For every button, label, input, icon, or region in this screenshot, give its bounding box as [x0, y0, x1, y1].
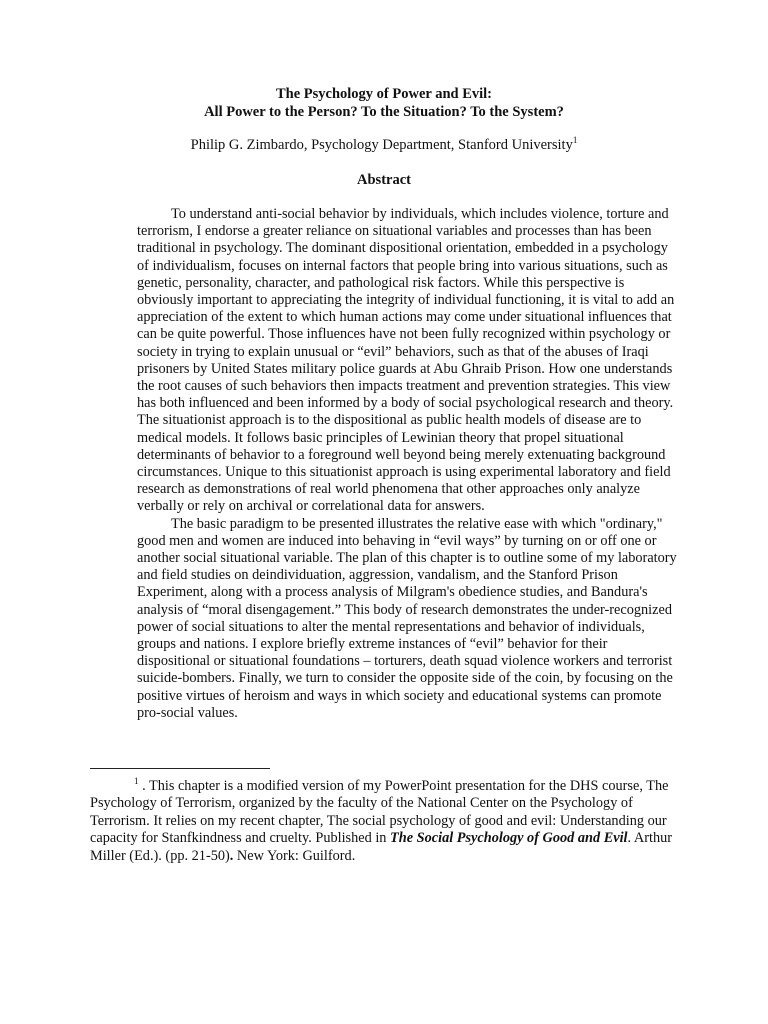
author-text: Philip G. Zimbardo, Psychology Department, Stanford University — [190, 137, 573, 153]
footnote — [90, 778, 690, 865]
author-footnote-ref: 1 — [572, 135, 578, 146]
abstract-body — [137, 206, 677, 722]
footnote-mark: 1 — [134, 776, 139, 787]
footnote-text-after: New York: Guilford. — [233, 847, 356, 864]
paper-title-line-2: All Power to the Person? To the Situation? To the System? — [204, 104, 564, 120]
abstract-paragraph-2: The basic paradigm to be presented illustrates the relative ease with which "ordinary," good men and women are induced into behaving in “evil ways” by turning on or off one or another social situational variable. The plan of this chapter is to outline some of my laboratory and field studies on deindividuation, aggression, vandalism, and the Stanford Prison Experiment, along with a process analysis of Milgram's obedience studies, and Bandura's analysis of “moral disengagement.” This body of research demonstrates the under-recognized power of social situations to alter the mental representations and behavior of individuals, groups and nations. I explore briefly extreme instances of “evil” behavior for their dispositional or situational foundations – torturers, death squad violence workers and terrorist suicide-bombers. Finally, we turn to consider the opposite side of the coin, by focusing on the positive virtues of heroism and ways in which society and educational systems can promote pro-social values. — [137, 515, 677, 721]
abstract-paragraph-1: To understand anti-social behavior by individuals, which includes violence, torture and terrorism, I endorse a greater reliance on situational variables and processes than has been traditional in psychology. The dominant dispositional orientation, embedded in a psychology of individualism, focuses on internal factors that people bring into various situations, such as genetic, personality, character, and pathological risk factors. While this perspective is obviously important to appreciating the integrity of individual functioning, it is vital to add an appreciation of the extent to which human actions may come under situational influences that can be quite powerful. Those influences have not been fully recognized within psychology or society in trying to explain unusual or “evil” behaviors, such as that of the abuses of Iraqi prisoners by United States military police guards at Abu Ghraib Prison. How one understands the root causes of such behaviors then impacts treatment and prevention strategies. This view has both influenced and been informed by a body of social psychological research and theory. The situationist approach is to the dispositional as public health models of disease are to medical models. It follows basic principles of Lewinian theory that propel situational determinants of behavior to a foreground well beyond being merely extenuating background circumstances. Unique to this situationist approach is using experimental laboratory and field research as demonstrations of real world phenomena that other approaches only analyze verbally or rely on archival or correlational data for answers. — [137, 206, 675, 515]
footnote-text-middle: . Arthur Miller (Ed.). (pp. 21-50) — [90, 830, 673, 864]
footnote-divider — [90, 768, 270, 769]
author-line — [0, 136, 768, 154]
abstract-heading: Abstract — [357, 172, 411, 188]
footnote-bold-period: . — [229, 847, 234, 864]
footnote-book-title: The Social Psychology of Good and Evil — [390, 830, 628, 847]
footnote-paragraph — [90, 778, 690, 865]
paper-title-line-1: The Psychology of Power and Evil: — [275, 86, 493, 102]
footnote-text-before: . This chapter is a modified version of my PowerPoint presentation for the DHS course, The Psychology of Terrorism, organized by the faculty of the National Center on the Psychology of Terrorism. It relies on my recent chapter, The social psychology of good and evil: Understanding our capacity for Stanfkindness and cruelty. Published in — [90, 778, 669, 847]
